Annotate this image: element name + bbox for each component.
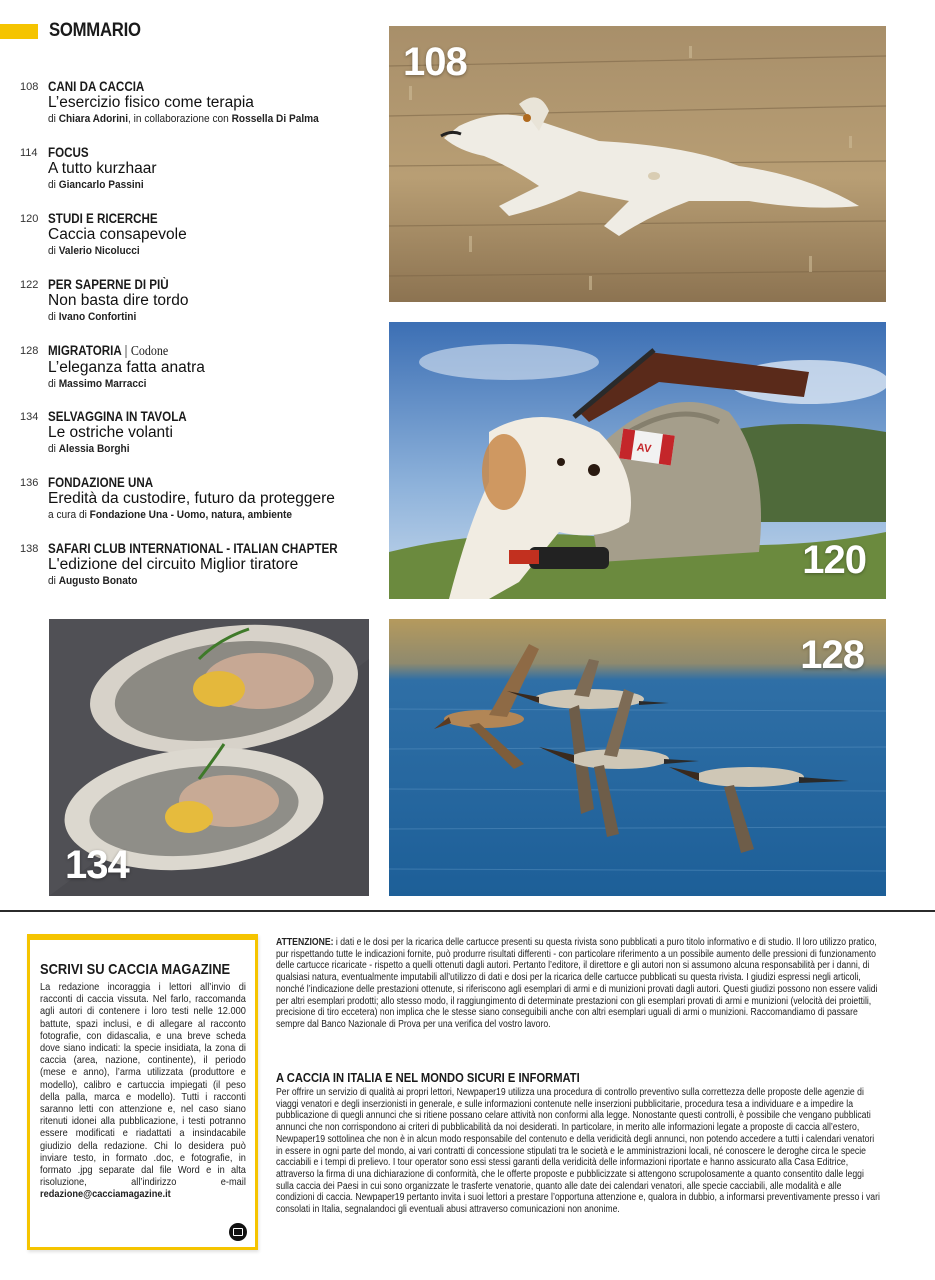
disclaimer-text: ATTENZIONE: i dati e le dosi per la ricarica delle cartucce presenti su questa rivista sono pubblicati a puro titolo informativo e di studio. Il loro utilizzo pratico, pur rispettando tutte le indicazioni fornite, può produrre risultati differenti - con particolare riferimento a un possibile aumento delle pressioni di funzionamento delle cartucce ricaricate - rispetto a quelli ottenuti dagli autori. Pertanto l’editore, il direttore e gli autori non si assumono alcuna responsabilità per i danni, di qualsiasi natura, eventualmente imputabili all’utilizzo di dati e dosi per la ricarica delle cartucce pubblicati su questa rivista. I giudizi espressi negli articoli, nonché l’indicazione delle prestazioni ottenute, si riferiscono agli esemplari di armi e di munizioni provati dagli autori. Questi giudizi possono non essere validi per altri esemplari prodotti; allo stesso modo, il raggiungimento di determinate prestazioni con gli esemplari provati di armi e munizioni (velocità dei proiettili, precisione di tiro eccetera) non implica che le stesse siano conseguibili anche con altri esemplari uguali di armi o munizioni. Raccomandiamo di passare sempre dal Banco Nazionale di Prova per una verifica del vostro lavoro. (276, 937, 878, 1030)
notice-title: A CACCIA IN ITALIA E NEL MONDO SICURI E INFORMATI (276, 1070, 580, 1085)
toc-entry-134[interactable] (20, 409, 380, 475)
toc-section: CANI DA CACCIA (48, 79, 145, 94)
toc-page-number: 134 (20, 411, 39, 423)
toc-page-number: 128 (20, 345, 39, 357)
submission-text: La redazione incoraggia i lettori all’invio di racconti di caccia vissuta. Nel farlo, raccomanda agli autori di contenere i loro testi nelle 12.000 battute, spazi inclusi, e di allegare al racconto fotografie, con didascalia, e una breve scheda dove siano indicati: la specie insidiata, la zona di caccia (area, nazione, continente), il periodo (mese e anno), l’arma utilizzata (produttore e modello), calibro e cartuccia impiegati (il peso della palla, marca e modello). Tutti i racconti saranno letti con attenzione e, nel caso siano ritenuti idonei alla pubblicazione, i testi potranno essere modificati e riadattati a insindacabile giudizio della redazione. Chi lo desidera può inviare testo, in formato .doc, e fotografie, in formato .jpg separate dal file Word e in alta risoluzione, all’indirizzo e-mail redazione@cacciamagazine.it (40, 981, 246, 1201)
photo-page-number: 120 (802, 538, 866, 582)
toc-author: Valerio Nicolucci (58, 245, 140, 257)
toc-headline: L'edizione del circuito Miglior tiratore (48, 556, 299, 573)
toc-byline: a cura di Fondazione Una - Uomo, natura, ambiente (48, 509, 293, 521)
toc-byline: di Giancarlo Passini (48, 179, 144, 191)
toc-byline: di Valerio Nicolucci (48, 245, 140, 257)
disclaimer-label: ATTENZIONE: (276, 937, 334, 948)
toc-headline: L’eleganza fatta anatra (48, 359, 205, 376)
toc-author: Ivano Confortini (58, 311, 137, 323)
toc-author: Augusto Bonato (58, 575, 138, 587)
contact-email[interactable]: redazione@cacciamagazine.it (40, 1188, 171, 1201)
toc-section: SAFARI CLUB INTERNATIONAL - ITALIAN CHAPTER (48, 541, 338, 556)
photo-oysters[interactable] (49, 619, 369, 896)
toc-author: Chiara Adorini (58, 113, 129, 125)
mail-icon (229, 1223, 247, 1241)
toc-entry-120[interactable] (20, 211, 380, 277)
toc-entry-114[interactable] (20, 145, 380, 211)
toc-author: Rossella Di Palma (231, 113, 319, 125)
toc-section: MIGRATORIA | Codone (48, 343, 169, 359)
toc-author: Massimo Marracci (58, 378, 147, 390)
toc-page-number: 136 (20, 477, 39, 489)
toc-page-number: 108 (20, 81, 39, 93)
photo-page-number: 108 (403, 40, 467, 84)
toc-byline: di Alessia Borghi (48, 443, 130, 455)
toc-headline: Eredità da custodire, futuro da proteggere (48, 490, 335, 507)
toc-section: FONDAZIONE UNA (48, 475, 154, 490)
toc-entry-136[interactable] (20, 475, 380, 541)
photo-page-number: 128 (800, 633, 864, 677)
toc-section: FOCUS (48, 145, 89, 160)
toc-byline: di Massimo Marracci (48, 378, 147, 390)
toc-byline: di Ivano Confortini (48, 311, 137, 323)
photo-setter-running[interactable] (389, 26, 886, 302)
toc-subsection: Codone (130, 344, 169, 359)
toc-entry-122[interactable] (20, 277, 380, 343)
toc-headline: A tutto kurzhaar (48, 160, 157, 177)
toc-entry-128[interactable] (20, 343, 380, 409)
photo-page-number: 134 (65, 843, 129, 887)
toc-separator: | (124, 343, 128, 358)
toc-entry-138[interactable] (20, 541, 380, 607)
toc-author: Fondazione Una - Uomo, natura, ambiente (89, 509, 293, 521)
toc-author: Giancarlo Passini (58, 179, 144, 191)
toc-page-number: 114 (20, 147, 38, 159)
toc-section: PER SAPERNE DI PIÙ (48, 277, 169, 292)
toc-page-number: 138 (20, 543, 39, 555)
trail-sign-text: AV (635, 441, 652, 456)
toc-headline: Le ostriche volanti (48, 424, 173, 441)
toc-section: STUDI E RICERCHE (48, 211, 158, 226)
notice-text: Per offrire un servizio di qualità ai propri lettori, Newpaper19 utilizza una procedura di controllo preventivo sulla correttezza delle proposte delle agenzie di viaggi venatori e degli inserzionisti in generale, e sulle informazioni contenute nelle inserzioni pubblicitarie, procedura tesa a individuare e a impedire la pubblicazione di quegli annunci che si ritiene possano celare attività non conformi alla legge. Nonostante questi controlli, è possibile che vengano pubblicati annunci che non corrispondono ai criteri di pubblicabilità da noi desiderati. In particolare, in merito alle informazioni legate a proposte di caccia all’estero, Newpaper19 sottolinea che non è in alcun modo responsabile del contenuto e della veridicità degli annunci, non potendo accedere a tutti i calendari venatori in essere in ogni parte del mondo, ai vari contratti di concessione stipulati tra le società e le amministrazioni locali, né conoscere le deroghe circa le specie cacciabili e i tempi di prelievo. I tour operator sono essi stessi garanti della veridicità delle informazioni riportate e hanno assicurato alla Casa Editrice, attraverso la firma di una dichiarazione di conformità, che le offerte proposte e pubblicizzate si attengono scrupolosamente a quanto consentito dalle leggi sulla caccia dei Paesi in cui sono organizzate le trasferte venatorie, quanto alle date dei calendari venatori, alle specie cacciabili, alle modalità e alle condizioni di caccia. Newpaper19 pertanto invita i suoi lettori a prestare l’opportuna attenzione e, qualora in dubbio, a informarsi preventivamente presso i vari consolati in Italia, segnalandoci gli eventuali abusi attraverso comunicazioni non anonime. (276, 1087, 880, 1216)
table-of-contents (20, 79, 380, 607)
accent-bar (0, 24, 38, 39)
toc-byline: di Chiara Adorini, in collaborazione con Rossella Di Palma (48, 113, 319, 125)
photo-pintails-flying[interactable] (389, 619, 886, 896)
toc-headline: Non basta dire tordo (48, 292, 189, 309)
photo-setter-rock[interactable] (389, 322, 886, 599)
toc-page-number: 120 (20, 213, 39, 225)
toc-section: SELVAGGINA IN TAVOLA (48, 409, 187, 424)
section-divider (0, 910, 935, 912)
toc-byline: di Augusto Bonato (48, 575, 138, 587)
page-title: SOMMARIO (49, 20, 141, 41)
submission-box (27, 934, 258, 1250)
toc-author: Alessia Borghi (58, 443, 130, 455)
submission-title: SCRIVI SU CACCIA MAGAZINE (40, 961, 231, 978)
toc-headline: Caccia consapevole (48, 226, 187, 243)
toc-headline: L’esercizio fisico come terapia (48, 94, 254, 111)
toc-page-number: 122 (20, 279, 39, 291)
toc-entry-108[interactable] (20, 79, 380, 145)
disclaimer-block (276, 937, 905, 1031)
